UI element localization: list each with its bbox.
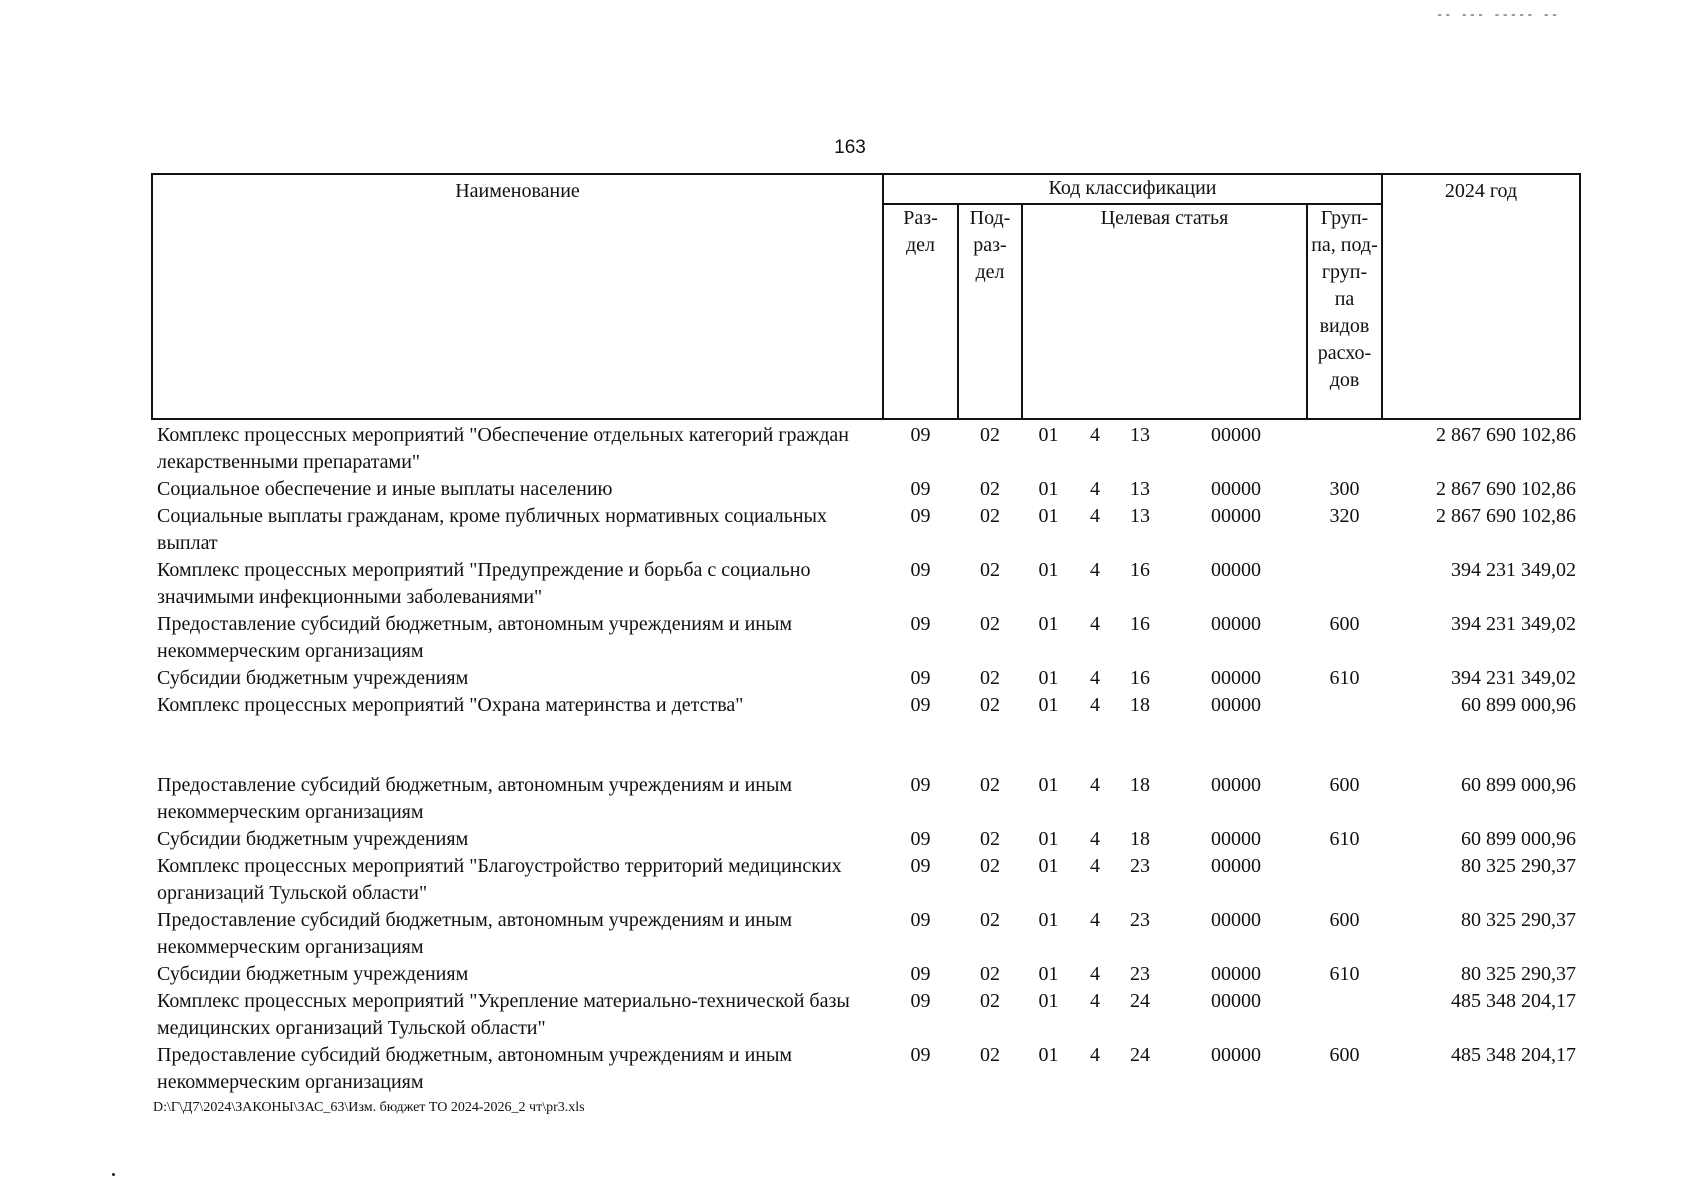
page-number: 163 (834, 137, 866, 158)
cell-t4: 00000 (1211, 828, 1261, 850)
cell-t4: 00000 (1211, 909, 1261, 931)
cell-amount: 394 231 349,02 (1451, 559, 1576, 581)
cell-vr: 610 (1329, 828, 1360, 850)
cell-t1: 01 (1038, 613, 1059, 635)
cell-rz: 09 (910, 694, 931, 716)
header-target: Целевая статья (1022, 204, 1307, 419)
cell-t2: 4 (1090, 694, 1100, 716)
cell-t2: 4 (1090, 613, 1100, 635)
cell-pr: 02 (980, 694, 1000, 716)
cell-t1: 01 (1038, 990, 1059, 1012)
cell-t4: 00000 (1211, 478, 1261, 500)
header-group: Груп- па, под- груп- па видов расхо- дов (1307, 204, 1382, 419)
table-row (152, 961, 1580, 988)
scan-dot (112, 1173, 115, 1176)
cell-t3: 16 (1130, 667, 1150, 689)
cell-name: Комплекс процессных мероприятий "Обеспечение отдельных категорий граждан лекарственными препаратами" (157, 424, 849, 473)
cell-t2: 4 (1090, 667, 1100, 689)
cell-t4: 00000 (1211, 667, 1261, 689)
table-row (152, 692, 1580, 772)
cell-t2: 4 (1090, 828, 1100, 850)
cell-vr: 600 (1329, 613, 1360, 635)
cell-pr: 02 (980, 990, 1000, 1012)
cell-t1: 01 (1038, 478, 1059, 500)
cell-name: Комплекс процессных мероприятий "Укрепление материально-технической базы медицинских организаций Тульской области" (157, 990, 850, 1039)
cell-vr: 610 (1329, 667, 1360, 689)
cell-t2: 4 (1090, 505, 1100, 527)
cell-t3: 18 (1130, 774, 1150, 796)
cell-pr: 02 (980, 613, 1000, 635)
header-razdel: Раз- дел (883, 204, 958, 419)
table-row (152, 419, 1580, 476)
cell-name: Предоставление субсидий бюджетным, автономным учреждениям и иным некоммерческим организациям (157, 774, 793, 823)
cell-amount: 2 867 690 102,86 (1436, 424, 1576, 446)
cell-amount: 2 867 690 102,86 (1436, 478, 1576, 500)
cell-rz: 09 (910, 424, 931, 446)
cell-t2: 4 (1090, 909, 1100, 931)
cell-rz: 09 (910, 559, 931, 581)
cell-t1: 01 (1038, 694, 1059, 716)
cell-t3: 13 (1130, 478, 1150, 500)
cell-t3: 23 (1130, 855, 1150, 877)
cell-rz: 09 (910, 774, 931, 796)
cell-name: Комплекс процессных мероприятий "Предупреждение и борьба с социально значимыми инфекционными заболеваниями" (157, 559, 811, 608)
table-row (152, 907, 1580, 961)
header-year: 2024 год (1382, 174, 1580, 419)
cell-t1: 01 (1038, 774, 1059, 796)
cell-name: Предоставление субсидий бюджетным, автономным учреждениям и иным некоммерческим организациям (157, 909, 793, 958)
cell-t3: 13 (1130, 505, 1150, 527)
cell-rz: 09 (910, 909, 931, 931)
cell-name: Предоставление субсидий бюджетным, автономным учреждениям и иным некоммерческим организациям (157, 1044, 793, 1093)
corner-mark: -- --- ----- -- (1436, 8, 1560, 22)
cell-t4: 00000 (1211, 855, 1261, 877)
cell-vr: 300 (1329, 478, 1360, 500)
cell-pr: 02 (980, 774, 1000, 796)
cell-name: Субсидии бюджетным учреждениям (157, 667, 469, 689)
cell-t3: 13 (1130, 424, 1150, 446)
footer-file-path: D:\Г\Д7\2024\ЗАКОНЫ\ЗАС_63\Изм. бюджет ТО 2024-2026_2 чт\pr3.xls (153, 1100, 585, 1115)
cell-t1: 01 (1038, 424, 1059, 446)
cell-name: Социальные выплаты гражданам, кроме публичных нормативных социальных выплат (157, 505, 827, 554)
cell-vr: 320 (1329, 505, 1360, 527)
cell-t2: 4 (1090, 424, 1100, 446)
cell-vr (1307, 419, 1382, 476)
cell-vr: 610 (1329, 963, 1360, 985)
cell-rz: 09 (910, 855, 931, 877)
cell-rz: 09 (910, 613, 931, 635)
cell-t2: 4 (1090, 855, 1100, 877)
cell-vr: 600 (1329, 909, 1360, 931)
cell-t1: 01 (1038, 505, 1059, 527)
cell-t2: 4 (1090, 774, 1100, 796)
table-row (152, 853, 1580, 907)
table-row (152, 611, 1580, 665)
table-row (152, 772, 1580, 826)
cell-t2: 4 (1090, 1044, 1100, 1066)
budget-table (151, 173, 1581, 1096)
header-podrazdel: Под- раз- дел (958, 204, 1022, 419)
header-classification: Код классификации (883, 174, 1382, 204)
cell-pr: 02 (980, 855, 1000, 877)
cell-vr: 600 (1329, 774, 1360, 796)
cell-name: Комплекс процессных мероприятий "Благоустройство территорий медицинских организаций Тульской области" (157, 855, 842, 904)
cell-t1: 01 (1038, 667, 1059, 689)
cell-t3: 24 (1130, 1044, 1150, 1066)
cell-name: Субсидии бюджетным учреждениям (157, 828, 469, 850)
cell-t4: 00000 (1211, 613, 1261, 635)
cell-rz: 09 (910, 963, 931, 985)
cell-vr: 600 (1329, 1044, 1360, 1066)
cell-t1: 01 (1038, 963, 1059, 985)
cell-pr: 02 (980, 424, 1000, 446)
cell-pr: 02 (980, 505, 1000, 527)
table-row (152, 1042, 1580, 1096)
cell-name: Субсидии бюджетным учреждениям (157, 963, 469, 985)
cell-amount: 80 325 290,37 (1461, 909, 1576, 931)
cell-rz: 09 (910, 505, 931, 527)
cell-vr (1307, 692, 1382, 772)
cell-t4: 00000 (1211, 424, 1261, 446)
cell-amount: 485 348 204,17 (1451, 1044, 1576, 1066)
cell-t4: 00000 (1211, 559, 1261, 581)
cell-rz: 09 (910, 990, 931, 1012)
table-row (152, 557, 1580, 611)
cell-t1: 01 (1038, 855, 1059, 877)
cell-t1: 01 (1038, 828, 1059, 850)
header-name: Наименование (152, 174, 883, 419)
cell-rz: 09 (910, 828, 931, 850)
cell-vr (1307, 557, 1382, 611)
cell-rz: 09 (910, 1044, 931, 1066)
cell-t4: 00000 (1211, 990, 1261, 1012)
cell-amount: 60 899 000,96 (1461, 694, 1576, 716)
cell-t3: 18 (1130, 828, 1150, 850)
cell-t4: 00000 (1211, 774, 1261, 796)
cell-t1: 01 (1038, 1044, 1059, 1066)
cell-t3: 16 (1130, 613, 1150, 635)
table-row (152, 665, 1580, 692)
cell-t3: 24 (1130, 990, 1150, 1012)
cell-name: Социальное обеспечение и иные выплаты населению (157, 478, 613, 500)
cell-t4: 00000 (1211, 694, 1261, 716)
cell-rz: 09 (910, 478, 931, 500)
table-row (152, 988, 1580, 1042)
cell-amount: 394 231 349,02 (1451, 613, 1576, 635)
cell-t3: 16 (1130, 559, 1150, 581)
cell-name: Предоставление субсидий бюджетным, автономным учреждениям и иным некоммерческим организациям (157, 613, 793, 662)
table-row (152, 476, 1580, 503)
cell-t1: 01 (1038, 909, 1059, 931)
cell-pr: 02 (980, 1044, 1000, 1066)
cell-t3: 18 (1130, 694, 1150, 716)
cell-name: Комплекс процессных мероприятий "Охрана материнства и детства" (157, 694, 744, 716)
cell-t3: 23 (1130, 963, 1150, 985)
cell-t2: 4 (1090, 559, 1100, 581)
cell-t4: 00000 (1211, 963, 1261, 985)
cell-amount: 485 348 204,17 (1451, 990, 1576, 1012)
cell-t2: 4 (1090, 478, 1100, 500)
table-row (152, 826, 1580, 853)
cell-pr: 02 (980, 909, 1000, 931)
cell-pr: 02 (980, 828, 1000, 850)
cell-amount: 2 867 690 102,86 (1436, 505, 1576, 527)
table-row (152, 503, 1580, 557)
cell-pr: 02 (980, 667, 1000, 689)
cell-pr: 02 (980, 963, 1000, 985)
cell-t3: 23 (1130, 909, 1150, 931)
cell-rz: 09 (910, 667, 931, 689)
cell-amount: 60 899 000,96 (1461, 828, 1576, 850)
cell-vr (1307, 988, 1382, 1042)
cell-t4: 00000 (1211, 1044, 1261, 1066)
cell-amount: 80 325 290,37 (1461, 963, 1576, 985)
cell-t2: 4 (1090, 990, 1100, 1012)
cell-amount: 80 325 290,37 (1461, 855, 1576, 877)
cell-amount: 60 899 000,96 (1461, 774, 1576, 796)
cell-amount: 394 231 349,02 (1451, 667, 1576, 689)
table-body (152, 419, 1580, 1096)
cell-vr (1307, 853, 1382, 907)
cell-t2: 4 (1090, 963, 1100, 985)
cell-pr: 02 (980, 478, 1000, 500)
cell-pr: 02 (980, 559, 1000, 581)
cell-t4: 00000 (1211, 505, 1261, 527)
cell-t1: 01 (1038, 559, 1059, 581)
